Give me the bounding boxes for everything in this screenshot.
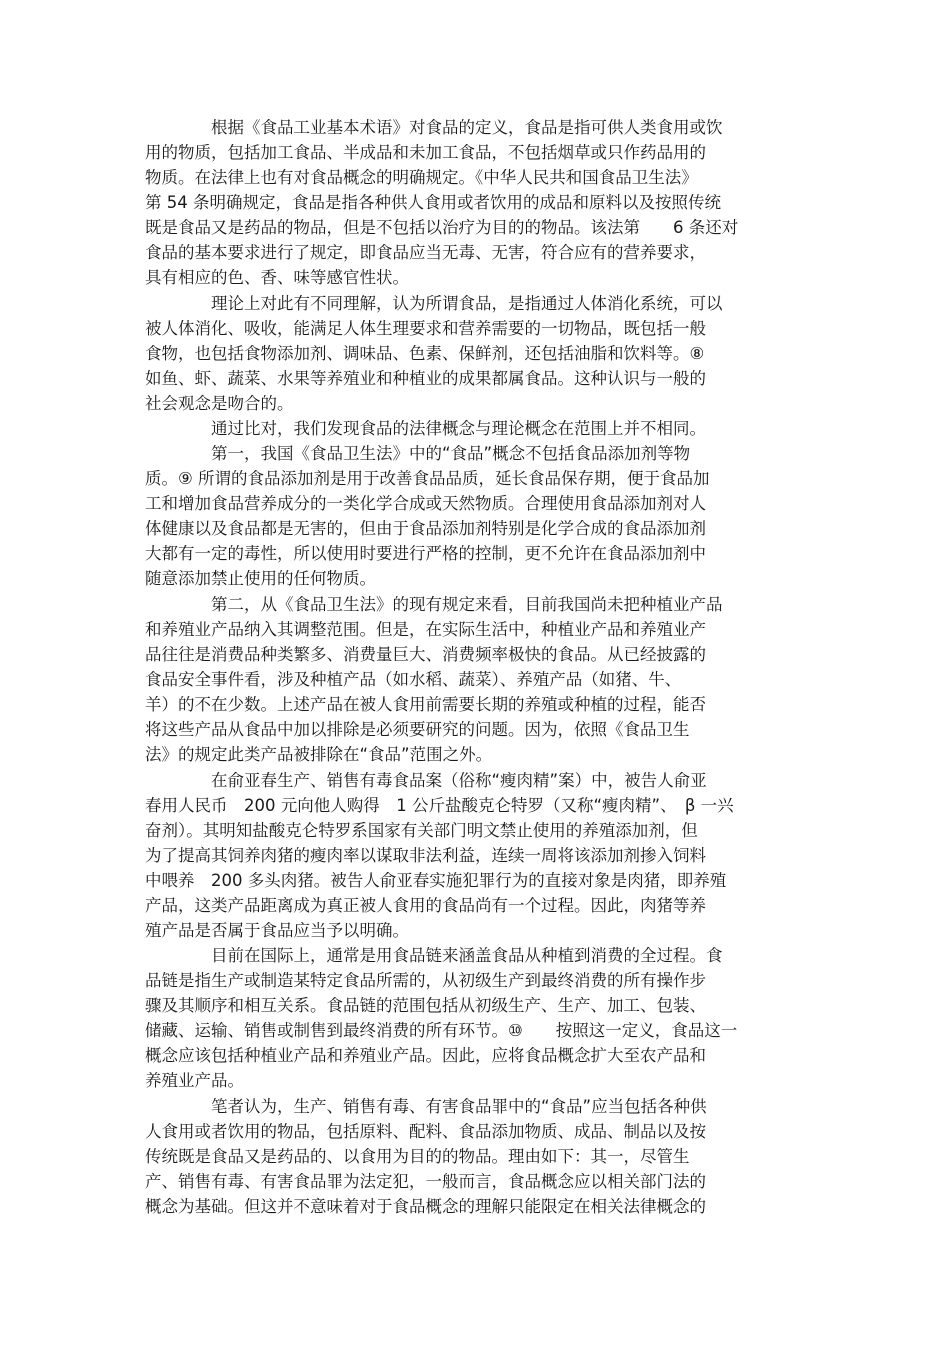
text-line: 春用人民币 200 元向他人购得 1 公斤盐酸克仑特罗（又称“瘦肉精”、 β 一兴 xyxy=(145,796,734,815)
text-line: 品链是指生产或制造某特定食品所需的，从初级生产到最终消费的所有操作步 xyxy=(145,971,706,990)
text-line: 用的物质，包括加工食品、半成品和未加工食品，不包括烟草或只作药品用的 xyxy=(145,143,706,162)
text-line: 人食用或者饮用的物品，包括原料、配料、食品添加物质、成品、制品以及按 xyxy=(145,1122,706,1141)
text-line: 理论上对此有不同理解，认为所谓食品，是指通过人体消化系统，可以 xyxy=(211,294,723,313)
text-line: 储藏、运输、销售或制售到最终消费的所有环节。⑩ 按照这一定义，食品这一 xyxy=(145,1021,738,1040)
text-line: 殖产品是否属于食品应当予以明确。 xyxy=(145,921,409,940)
text-line: 将这些产品从食品中加以排除是必须要研究的问题。因为，依照《食品卫生 xyxy=(145,720,690,739)
text-line: 体健康以及食品都是无害的，但由于食品添加剂特别是化学合成的食品添加剂 xyxy=(145,519,706,538)
text-line: 食品的基本要求进行了规定，即食品应当无毒、无害，符合应有的营养要求， xyxy=(145,243,706,262)
text-line: 如鱼、虾、蔬菜、水果等养殖业和种植业的成果都属食品。这种认识与一般的 xyxy=(145,369,706,388)
text-line: 物质。在法律上也有对食品概念的明确规定。《中华人民共和国食品卫生法》 xyxy=(145,168,698,187)
text-line: 产品，这类产品距离成为真正被人食用的食品尚有一个过程。因此，肉猪等养 xyxy=(145,896,706,915)
text-line: 和养殖业产品纳入其调整范围。但是，在实际生活中，种植业产品和养殖业产 xyxy=(145,620,706,639)
text-line: 养殖业产品。 xyxy=(145,1071,244,1090)
text-line: 骤及其顺序和相互关系。食品链的范围包括从初级生产、生产、加工、包装、 xyxy=(145,996,706,1015)
text-line: 根据《食品工业基本术语》对食品的定义，食品是指可供人类食用或饮 xyxy=(211,118,723,137)
text-line: 为了提高其饲养肉猪的瘦肉率以谋取非法利益，连续一周将该添加剂掺入饲料 xyxy=(145,846,706,865)
text-line: 食品安全事件看，涉及种植产品（如水稻、蔬菜）、养殖产品（如猪、牛、 xyxy=(145,670,682,689)
text-line: 奋剂）。其明知盐酸克仑特罗系国家有关部门明文禁止使用的养殖添加剂，但 xyxy=(145,821,698,840)
text-line: 概念为基础。但这并不意味着对于食品概念的理解只能限定在相关法律概念的 xyxy=(145,1197,706,1216)
text-line: 社会观念是吻合的。 xyxy=(145,394,294,413)
text-line: 既是食品又是药品的物品，但是不包括以治疗为目的的物品。该法第 6 条还对 xyxy=(145,218,739,237)
text-line: 品往往是消费品种类繁多、消费量巨大、消费频率极快的食品。从已经披露的 xyxy=(145,645,706,664)
text-line: 第 54 条明确规定，食品是指各种供人食用或者饮用的成品和原料以及按照传统 xyxy=(145,193,721,212)
text-line: 工和增加食品营养成分的一类化学合成或天然物质。合理使用食品添加剂对人 xyxy=(145,494,706,513)
text-line: 随意添加禁止使用的任何物质。 xyxy=(145,569,376,588)
text-line: 羊）的不在少数。上述产品在被人食用前需要长期的养殖或种植的过程，能否 xyxy=(145,695,706,714)
text-line: 法》的规定此类产品被排除在“食品”范围之外。 xyxy=(145,745,493,764)
text-line: 概念应该包括种植业产品和养殖业产品。因此，应将食品概念扩大至农产品和 xyxy=(145,1046,706,1065)
text-line: 产、销售有毒、有害食品罪为法定犯，一般而言，食品概念应以相关部门法的 xyxy=(145,1172,706,1191)
text-line: 食物，也包括食物添加剂、调味品、色素、保鲜剂，还包括油脂和饮料等。⑧ xyxy=(145,344,705,363)
text-line: 质。⑨ 所谓的食品添加剂是用于改善食品品质，延长食品保存期，便于食品加 xyxy=(145,469,710,488)
text-line: 第二，从《食品卫生法》的现有规定来看，目前我国尚未把种植业产品 xyxy=(211,595,723,614)
text-line: 目前在国际上，通常是用食品链来涵盖食品从种植到消费的全过程。食 xyxy=(211,946,723,965)
text-line: 传统既是食品又是药品的、以食用为目的的物品。理由如下：其一，尽管生 xyxy=(145,1147,690,1166)
text-line: 具有相应的色、香、味等感官性状。 xyxy=(145,268,409,287)
text-line: 笔者认为，生产、销售有毒、有害食品罪中的“食品”应当包括各种供 xyxy=(211,1097,707,1116)
text-line: 第一，我国《食品卫生法》中的“食品”概念不包括食品添加剂等物 xyxy=(211,444,691,463)
text-line: 通过比对，我们发现食品的法律概念与理论概念在范围上并不相同。 xyxy=(211,419,706,438)
text-line: 被人体消化、吸收，能满足人体生理要求和营养需要的一切物品，既包括一般 xyxy=(145,319,706,338)
text-line: 大都有一定的毒性，所以使用时要进行严格的控制，更不允许在食品添加剂中 xyxy=(145,544,706,563)
text-line: 在俞亚春生产、销售有毒食品案（俗称“瘦肉精”案）中，被告人俞亚 xyxy=(211,771,707,790)
text-line: 中喂养 200 多头肉猪。被告人俞亚春实施犯罪行为的直接对象是肉猪，即养殖 xyxy=(145,871,727,890)
